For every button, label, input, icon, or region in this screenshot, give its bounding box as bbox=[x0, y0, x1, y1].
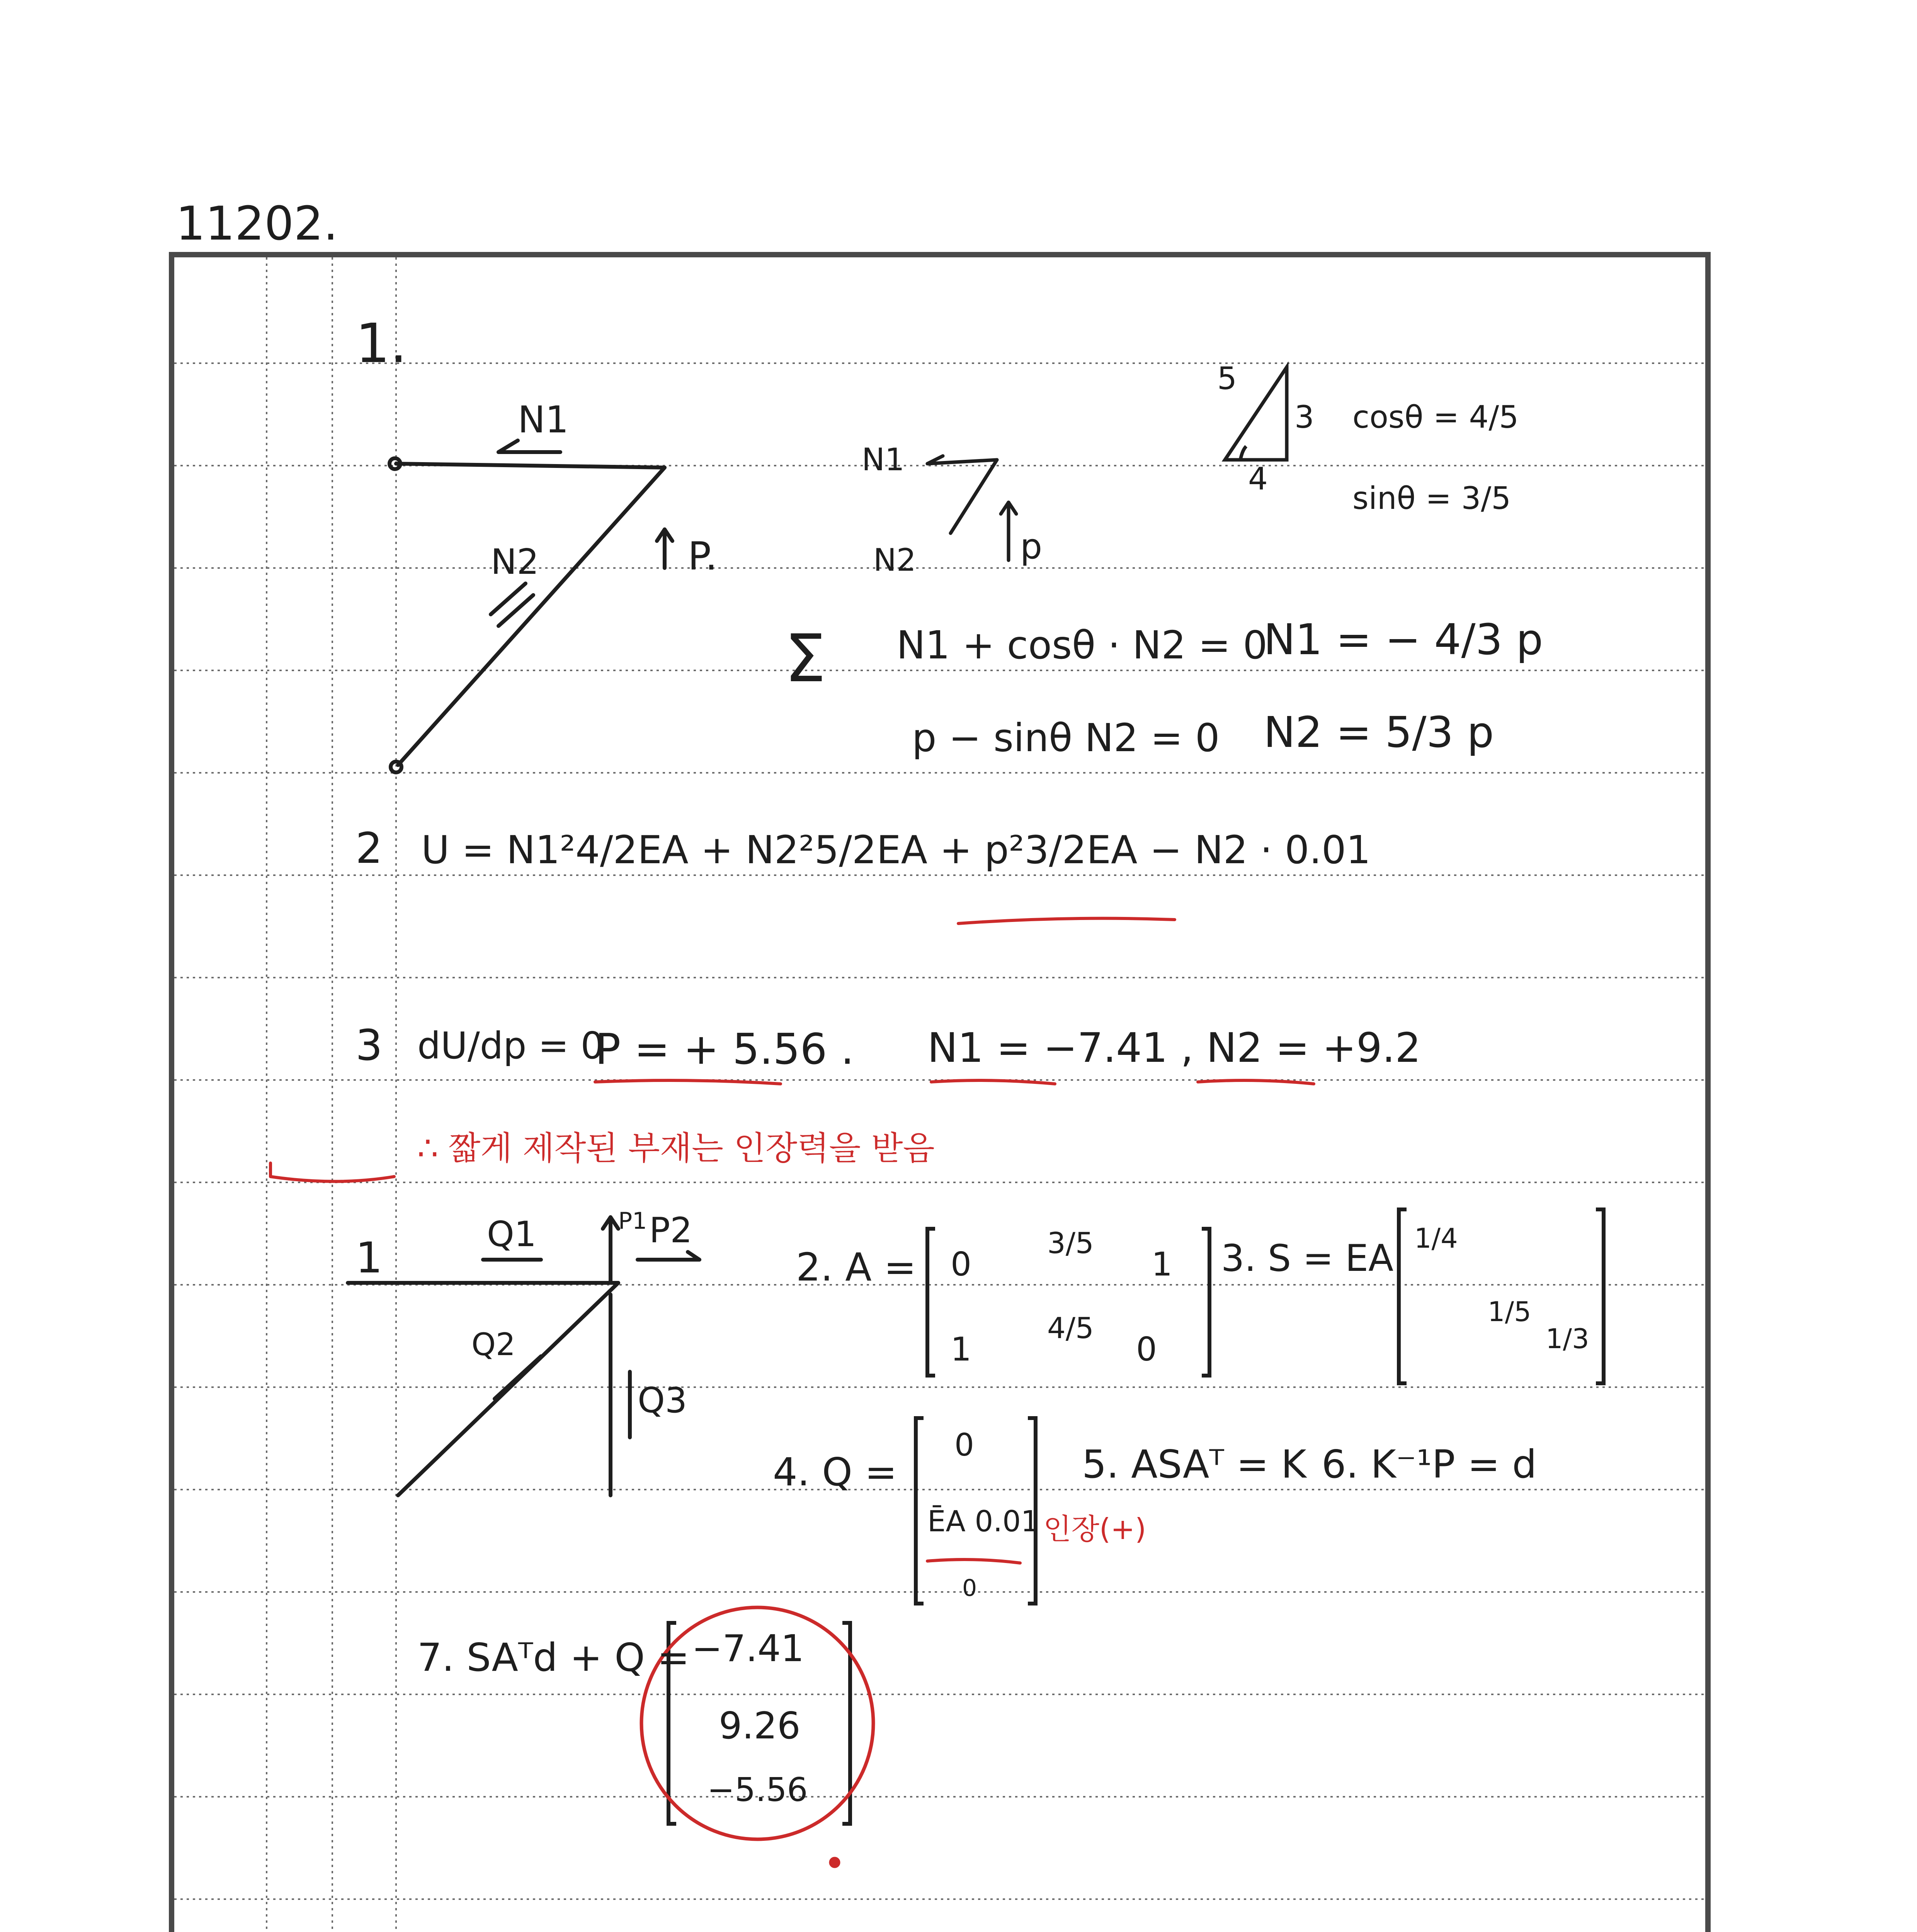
sum-sign: Σ bbox=[784, 621, 826, 697]
a-matrix-r2c1: 1 bbox=[951, 1330, 972, 1369]
step6-label: 6. K⁻¹P = d bbox=[1322, 1442, 1537, 1487]
a-matrix-r1c2: 3/5 bbox=[1047, 1226, 1094, 1260]
triangle-side-5: 5 bbox=[1217, 361, 1237, 396]
label-n1: N1 bbox=[518, 399, 569, 441]
q-vector-3: 0 bbox=[962, 1575, 977, 1602]
fbd-label-p: p bbox=[1020, 526, 1043, 567]
step5-label: 5. ASAᵀ = K bbox=[1082, 1442, 1306, 1487]
q-vector-2: ĒA 0.01 bbox=[927, 1504, 1039, 1538]
problem2-number: 2 bbox=[356, 823, 383, 873]
result-n1: N1 = − 4/3 p bbox=[1264, 615, 1543, 664]
sin-theta: sinθ = 3/5 bbox=[1352, 480, 1511, 516]
derivative-condition: dU/dp = 0 bbox=[417, 1025, 604, 1067]
page-label: 11202. bbox=[176, 197, 338, 251]
energy-equation: U = N1²4/2EA + N2²5/2EA + p²3/2EA − N2 · 0.01 bbox=[421, 827, 1371, 872]
s-matrix-d2: 1/5 bbox=[1488, 1296, 1531, 1328]
a-matrix-r2c3: 0 bbox=[1136, 1330, 1157, 1369]
label-p2: P2 bbox=[649, 1210, 692, 1251]
result-2: 9.26 bbox=[719, 1705, 801, 1747]
label-q1: Q1 bbox=[487, 1214, 537, 1255]
cos-theta: cosθ = 4/5 bbox=[1352, 399, 1519, 435]
result-n2: N2 = 5/3 p bbox=[1264, 707, 1494, 757]
triangle-side-4: 4 bbox=[1248, 461, 1268, 497]
problem1-number: 1. bbox=[356, 312, 407, 375]
step4-label: 4. Q = bbox=[773, 1449, 897, 1495]
result-1: −7.41 bbox=[692, 1628, 805, 1670]
triangle-side-3: 3 bbox=[1294, 399, 1314, 435]
fbd-label-n1: N1 bbox=[862, 442, 905, 478]
problem3-number: 3 bbox=[356, 1020, 383, 1070]
s-matrix-d1: 1/4 bbox=[1414, 1223, 1458, 1254]
label-n2: N2 bbox=[491, 542, 539, 582]
step3-label: 3. S = EA bbox=[1221, 1237, 1394, 1280]
step7-label: 7. SAᵀd + Q = bbox=[417, 1635, 690, 1680]
a-matrix-r1c1: 0 bbox=[951, 1245, 972, 1284]
equation-1: N1 + cosθ · N2 = 0 bbox=[896, 622, 1268, 668]
part2-number: 1 bbox=[356, 1233, 383, 1282]
tension-note: ∴ 짧게 제작된 부재는 인장력을 받음 bbox=[417, 1129, 935, 1168]
a-matrix-r1c3: 1 bbox=[1152, 1245, 1173, 1284]
q-tension-note: 인장(+) bbox=[1043, 1512, 1146, 1546]
a-matrix-r2c2: 4/5 bbox=[1047, 1311, 1094, 1345]
label-p1: P1 bbox=[618, 1208, 647, 1235]
n-values: N1 = −7.41 , N2 = +9.2 bbox=[927, 1024, 1421, 1071]
label-q3: Q3 bbox=[638, 1380, 687, 1421]
result-3: −5.56 bbox=[707, 1771, 808, 1809]
label-q2: Q2 bbox=[471, 1327, 515, 1362]
step2-label: 2. A = bbox=[796, 1245, 917, 1290]
p-value: P = + 5.56 . bbox=[595, 1024, 854, 1074]
s-matrix-d3: 1/3 bbox=[1546, 1323, 1589, 1355]
q-vector-1: 0 bbox=[954, 1427, 974, 1463]
equation-2: p − sinθ N2 = 0 bbox=[912, 715, 1220, 760]
label-p: P. bbox=[688, 534, 718, 579]
fbd-label-n2: N2 bbox=[873, 542, 916, 578]
